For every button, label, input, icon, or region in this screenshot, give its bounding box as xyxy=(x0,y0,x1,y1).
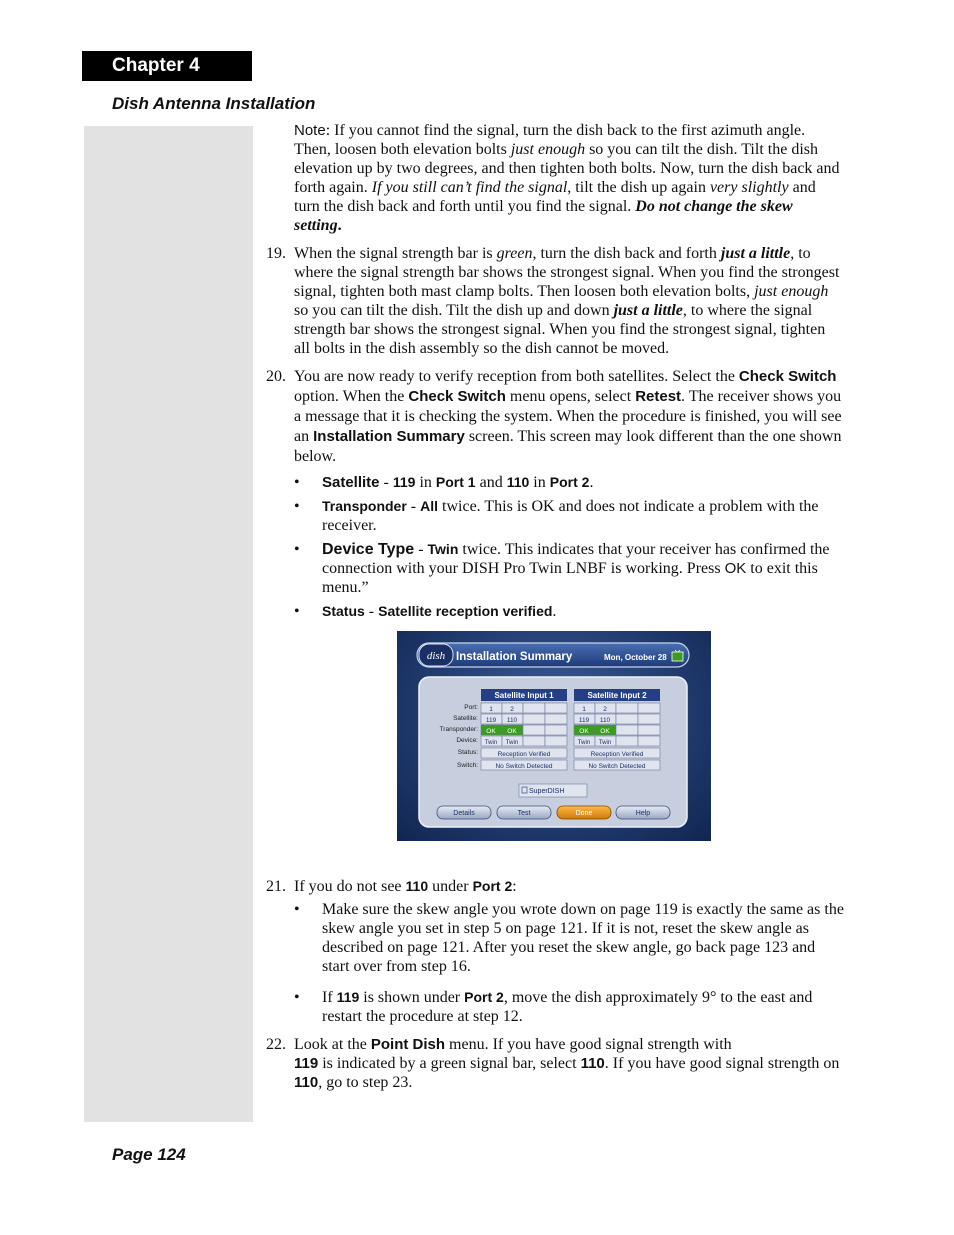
port-cell: 1 xyxy=(582,706,586,713)
row-label-transponder: Transponder: xyxy=(439,726,478,733)
status-cell: Reception Verified xyxy=(590,751,644,758)
step-number: 22. xyxy=(266,1036,286,1053)
bullet-satellite: • Satellite - 119 in Port 1 and 110 in Port 2. xyxy=(294,474,594,491)
row-label-device: Device: xyxy=(456,737,478,744)
device-cell: Twin xyxy=(577,740,591,746)
step-number: 19. xyxy=(266,245,286,262)
done-button[interactable] xyxy=(557,806,611,819)
content-body xyxy=(266,121,844,1101)
bullet-skew-check: • Make sure the skew angle you wrote down on page 119 is exactly the same as the skew angle you set in step 5 on page 121. If it is not, reset the skew angle as described on page 121. After you reset the skew angle, go back page 123 and start over from step 16. xyxy=(294,901,844,975)
superdish-label: SuperDISH xyxy=(529,788,565,795)
installation-summary-screen xyxy=(397,631,711,841)
step-19 xyxy=(266,244,844,358)
port-cell: 2 xyxy=(510,706,514,713)
dish-logo-text: dish xyxy=(426,650,446,662)
screen-title: Installation Summary xyxy=(456,651,573,663)
device-cell: Twin xyxy=(598,740,612,746)
svg-text:Help: Help xyxy=(635,810,651,817)
satellite-input-2-header: Satellite Input 2 xyxy=(587,691,647,700)
switch-cell: No Switch Detected xyxy=(588,763,646,770)
bullet-device-type: • Device Type - Twin twice. This indicates that your receiver has confirmed the connection with your DISH Pro Twin LNBF is working. Press OK to exit this menu.” xyxy=(294,541,830,596)
step-text: When the signal strength bar is green, turn the dish back and forth just a little, to where the signal strength bar shows the strongest signal. When you find the strongest signal, tighten both mast clamp bolts. Then loosen both elevation bolts, just enough so you can tilt the dish. Tilt the dish up and down just a little, to where the signal strength bar shows the strongest signal. When you find the strongest signal, tighten all bolts in the dish assembly so the dish cannot be moved. xyxy=(294,245,840,357)
row-label-status: Status: xyxy=(457,749,478,756)
ok-cell: OK xyxy=(600,728,610,735)
status-bullets xyxy=(294,473,844,621)
skew-bullets xyxy=(294,900,844,1026)
bullet-status: • Status - Satellite reception verified. xyxy=(294,603,557,620)
step-number: 20. xyxy=(266,368,286,385)
page-number: Page 124 xyxy=(112,1145,186,1164)
satellite-cell: 119 xyxy=(485,717,497,724)
bullet-move-east: • If 119 is shown under Port 2, move the dish approximately 9° to the east and restart the procedure at step 12. xyxy=(294,989,813,1025)
row-label-switch: Switch: xyxy=(457,762,478,769)
satellite-cell: 110 xyxy=(506,717,518,724)
margin-sidebar xyxy=(84,126,253,1122)
details-button[interactable] xyxy=(437,806,491,819)
ok-cell: OK xyxy=(486,728,496,735)
satellite-cell: 119 xyxy=(578,717,590,724)
row-label-port: Port: xyxy=(464,704,478,711)
step-text: If you do not see 110 under Port 2: xyxy=(294,878,517,895)
screenshot-figure xyxy=(266,631,844,863)
status-cell: Reception Verified xyxy=(497,751,551,758)
port-cell: 2 xyxy=(603,706,607,713)
screen-date: Mon, October 28 xyxy=(604,653,667,662)
step-text: You are now ready to verify reception from both satellites. Select the Check Switch option. When the Check Switch menu opens, select Retest. The receiver shows you a message that it is checking the system. When the procedure is finished, you will see an Installation Summary screen. This screen may look different than the one shown below. xyxy=(294,368,842,465)
svg-text:Test: Test xyxy=(517,810,531,817)
tv-icon xyxy=(672,650,683,661)
test-button[interactable] xyxy=(497,806,551,819)
bullet-transponder: • Transponder - All twice. This is OK and does not indicate a problem with the receiver. xyxy=(294,498,819,534)
row-label-satellite: Satellite: xyxy=(453,715,478,722)
switch-cell: No Switch Detected xyxy=(495,763,553,770)
chapter-label: Chapter 4 xyxy=(82,51,252,81)
port-cell: 1 xyxy=(489,706,493,713)
step-20 xyxy=(266,367,844,621)
step-21 xyxy=(266,877,844,1026)
satellite-input-1-header: Satellite Input 1 xyxy=(494,691,554,700)
device-cell: Twin xyxy=(484,740,498,746)
step-number: 21. xyxy=(266,878,286,895)
svg-text:Done: Done xyxy=(575,810,593,817)
step-text: Look at the Point Dish menu. If you have good signal strength with 119 is indicated by a green signal bar, select 110. If you have good signal strength on 110, go to step 23. xyxy=(294,1036,840,1091)
ok-cell: OK xyxy=(579,728,589,735)
svg-text:Details: Details xyxy=(453,810,475,817)
ok-cell: OK xyxy=(507,728,517,735)
device-cell: Twin xyxy=(505,740,519,746)
step-22 xyxy=(266,1035,844,1092)
help-button[interactable] xyxy=(616,806,670,819)
section-title: Dish Antenna Installation xyxy=(112,94,316,113)
note-paragraph: Note: If you cannot find the signal, turn the dish back to the first azimuth angle. Then, loosen both elevation bolts just enough so you can tilt the dish. Tilt the dish elevation up by two degrees, and then tighten both bolts. Now, turn the dish back and forth again. If you still can’t find the signal, tilt the dish up again very slightly and turn the dish back and forth until you find the signal. Do not change the skew setting. xyxy=(294,122,840,234)
satellite-cell: 110 xyxy=(599,717,611,724)
